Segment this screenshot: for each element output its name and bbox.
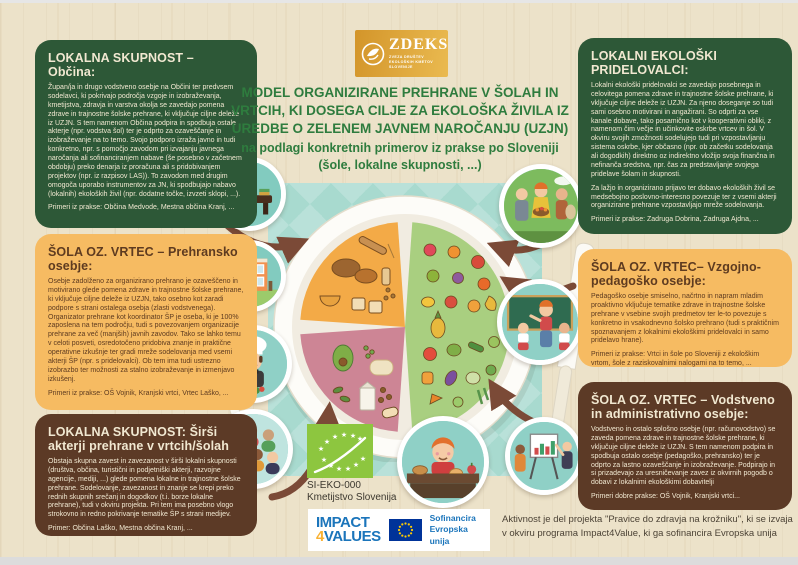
- vignette-classroom: [497, 279, 583, 365]
- box-title: LOKALNA SKUPNOST: Širši akterji prehrane v vrtcih/šolah: [48, 425, 229, 453]
- eu-organic-logo: [307, 424, 373, 478]
- box-body: Lokalni ekološki pridelovalci se zavedajo posebnega in celovitega pomena zdrave in trajnostne šolske prehrane, ki vključuje ciljne deleže iz UZJN. Za njeno doseganje so tudi sami osebno motivirani in angažirani. So odprti za vse kanale dobave, tako posamično kot v kooperativni obliki, z namenom čim večje in učinkovite oskrbe vrtcev in šol. V okviru svojih zmožnosti sodelujejo tudi pri vzpostavljanju sistema oskrbe, kjer občasno (npr. ob začetku sodelovanja ali dogodkih) direktno oz indirektno vložijo svoja finančna in nefinanča sredstva, npr. čas za predstavljanje svojega pridelave šolam in skupnosti.: [591, 82, 775, 178]
- eu-flag-icon: [389, 519, 422, 541]
- svg-text:★: ★: [331, 433, 339, 441]
- svg-text:★: ★: [327, 462, 335, 470]
- box-examples: Primeri iz prakse: Občina Medvode, Mestna občina Kranj, ...: [48, 204, 235, 212]
- poster-title-lower: na podlagi konkretnih primerov iz prakse po Sloveniji (šole, lokalne skupnosti, ...): [241, 141, 559, 173]
- vignette-child-eating: [397, 416, 489, 508]
- svg-text:★: ★: [359, 455, 367, 463]
- box-examples: Primeri iz prakse: Vrtci in šole po Sloveniji z ekološkim vrtom, šole z raziskovalnimi nalogami na to temo, ...: [591, 351, 760, 367]
- svg-text:★: ★: [356, 435, 364, 443]
- eco-certificate-code: SI-EKO-000: [307, 480, 361, 491]
- box-body: Vodstveno in ostalo splošno osebje (npr. računovodstvo) se zaveda pomena zdrave in trajnostne šolske prehrane, ki vključuje ciljne deleže iz UZJN. S tem namenom podpira in spodbuja ostalo osebje (pedagoško, prehransko) ter je odprto za lastno ozaveščanje in izobraževanje. Podpirajo in si prizadevajo za uresničevanje zavez iz okvirnih pogodb o dobavi z lokalnimi ekološkimi dobavitelji: [591, 426, 776, 487]
- vignette-farmers: [499, 164, 583, 248]
- svg-text:★: ★: [352, 461, 360, 469]
- info-box-municipality: [35, 40, 257, 228]
- svg-text:★: ★: [340, 431, 348, 439]
- svg-text:★: ★: [344, 465, 352, 473]
- svg-text:★: ★: [317, 445, 325, 453]
- box-title: ŠOLA OZ. VRTEC – Vodstveno in administrativno osebje:: [591, 393, 775, 421]
- info-box-management-staff: [578, 382, 792, 510]
- page-bottom-edge: [0, 557, 798, 565]
- eu-cofinancing-label: Sofinancira Evropska unija: [429, 513, 476, 546]
- svg-text:★: ★: [349, 432, 357, 440]
- eu-organic-leaf-icon: [307, 424, 373, 478]
- child-eating-icon: [402, 421, 484, 503]
- box-title: LOKALNI EKOLOŠKI PRIDELOVALCI:: [591, 49, 717, 77]
- poster-title-upper: MODEL ORGANIZIRANE PREHRANE V ŠOLAH IN VRTCIH, KI DOSEGA CILJE ZA EKOLOŠKA ŽIVILA IZ UREDBE O ZELENEM JAVNEM NAROČANJU (UZJN): [231, 85, 569, 137]
- project-footnote: Aktivnost je del projekta "Pravice do zdravja na krožniku", ki se izvaja v okviru programa Impact4Value, ki ga sofinancira Evropska unija: [502, 514, 793, 540]
- info-box-pedagogical-staff: [578, 249, 792, 367]
- box-body: Župan/ja in drugo vodstveno osebje na Občini ter predvsem sodelavci, ki pokrivajo področja vzgoje in izobraževanja, kmetijstva, zdravja in varstva okolja se zavedajo pomena zdrave in trajnostne šolske prehrane, ki vključuje ciljne deleže iz UZJN. S tem namenom Občina podpira in spodbuja ostale akterje (npr. vodstva šol) ter je odprto za ozaveščanje in izobraževanje na to temo. Svojo podporo izraža javno in tudi konkretno, npr. s pomočjo zavodom pri izvajanju javnega naročanja ali sofinanciranjem nabave (še posebno v začetnem obdobju) preko denarja iz proračuna ali s pridobivanjem projektov (npr. iz razpisov LAS)). To zavodom med drugim omogoča uporabo instrumentov za JN, ki spodbujajo nabavo (lokalnih) ekoloških živil (npr. dodatne točke, izvzeti sklopi, ...).: [48, 84, 242, 198]
- box-body: Obstaja skupna zavest in zavezanost v širši lokalni skupnosti (društva, občina, turistični in podjetniški akterji, razvojne agencije, mediji, ...) glede pomena lokalne in trajnostne šolske prehrane. Sodelovanje, zavezanost in znanje se krepi preko rednih skupnih srečanj in dogodkov (t.i. borze lokalne prehrane), tudi v okviru projekta. Pri tem ima posebno vlogo strokovno in redno pokrivanje tematike ŠP s strani medijev.: [48, 458, 241, 519]
- box-examples: Primeri dobre prakse: OŠ Vojnik, Kranjski vrtci...: [591, 493, 740, 501]
- poster-title: [230, 84, 570, 175]
- zdeks-name: ZDEKS: [389, 36, 449, 54]
- box-body: Pedagoško osebje smiselno, načrtno in napram mladim proaktivno vključuje tematike zdrave in trajnostne šolske prehrane v vsebine svojih predmetov ter le-to povezuje s konkretno in vsakodnevno šolsko prehrano (tudi s praktičnim spoznavanjem z lokalnimi ekološkimi pridelovalci in samo pridelavo hrane).: [591, 293, 779, 345]
- farmers-icon: [504, 169, 578, 243]
- vignette-presentation: [505, 417, 583, 495]
- svg-text:★: ★: [335, 465, 343, 473]
- box-body-2: Za lažjo in organizirano prijavo ter dobavo ekoloških živil se medsebojno poslovno-interesno povezuje ter z vsemi akterji organizirane prehrane vzpostavljajo mreže sodelovanja.: [591, 184, 777, 210]
- svg-text:★: ★: [323, 438, 331, 446]
- zdeks-logo: [355, 30, 448, 77]
- box-examples: Primeri iz prakse: OŠ Vojnik, Kranjski vrtci, Vrtec Laško, ...: [48, 389, 229, 397]
- box-title: LOKALNA SKUPNOST – Občina:: [48, 51, 194, 79]
- page-top-edge: [0, 0, 798, 3]
- chart-presentation-icon: [510, 422, 578, 490]
- zdeks-emblem-icon: [361, 42, 385, 66]
- svg-text:★: ★: [320, 456, 328, 464]
- funding-logos: [308, 509, 490, 551]
- teacher-classroom-icon: [502, 284, 578, 360]
- info-box-food-staff: [35, 234, 257, 410]
- impact4values-logo: IMPACT 4VALUES: [316, 513, 381, 545]
- info-box-wider-community: [35, 414, 257, 536]
- info-box-organic-producers: [578, 38, 792, 234]
- zdeks-subtitle: ZVEZA DRUŠTEV EKOLOŠKIH KMETOV SLOVENIJE: [389, 55, 434, 69]
- box-body: Osebje zadolženo za organizirano prehrano je ozaveščeno in motivirano glede pomena zdrave in trajnostne šolske prehrane, ki vključuje ciljne deleže iz UZJN, tako osebno kot zaradi podpore s strani ostalega osebja (zlasti vodstvenega). Organizator prehrane kot koordinator ŠP je oseba, ki je 100% zaposlena na tem področju, tudi s povezovanjem organizacije prehrane za več (manjših) javnih zavodov. Tako se lahko temu v celoti posveti, osredotočeno pridobiva znanje in praktične operativne izkušnje ter gradi mreže sodelovanja med vsemi akterji ŠP (npr. s pridelovalci). Ob tem ima tudi ustrezno izobrazbo ter možnosti za stalno izobraževanje in izmenjavo izkušenj.: [48, 278, 244, 383]
- box-title: ŠOLA OZ. VRTEC– Vzgojno-pedagoško osebje:: [591, 260, 761, 288]
- box-examples: Primeri iz prakse: Zadruga Dobrina, Zadruga Ajdna, ...: [591, 216, 759, 224]
- eco-certificate-region: Kmetijstvo Slovenija: [307, 492, 397, 503]
- box-title: ŠOLA OZ. VRTEC – Prehransko osebje:: [48, 245, 238, 273]
- box-examples: Primer: Občina Laško, Mestna občina Kranj, ...: [48, 525, 193, 533]
